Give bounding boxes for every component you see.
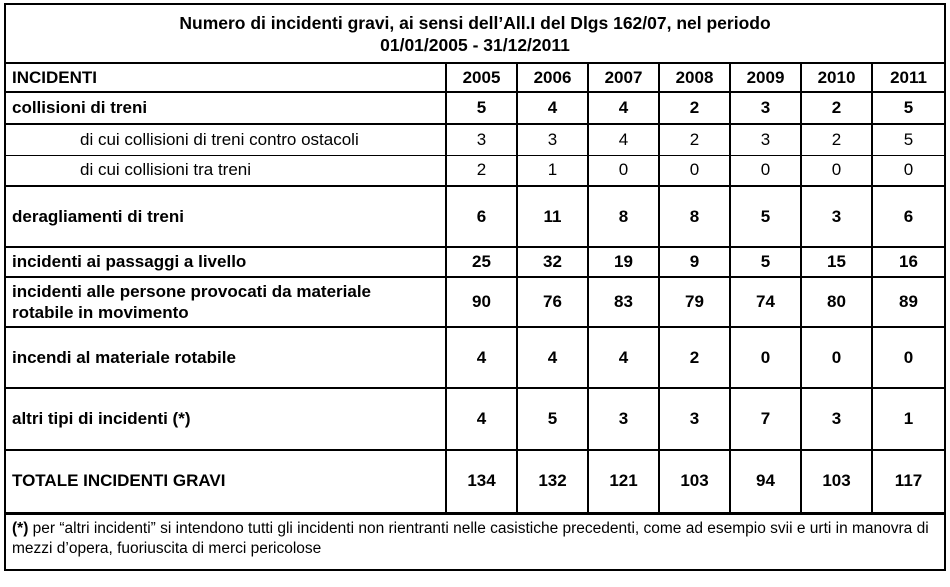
footnote-text: per “altri incidenti” si intendono tutti gli incidenti non rientranti nelle casistiche precedenti, come ad esempio svii e urti in manovra di mezzi d’opera, fuoriuscita di merci pericolose	[12, 519, 929, 557]
incident-table	[4, 3, 946, 571]
cell-value: 117	[872, 450, 945, 513]
table-row	[5, 277, 945, 327]
cell-value: 2	[801, 124, 872, 155]
header-year: 2009	[730, 63, 801, 92]
cell-value: 25	[446, 247, 517, 277]
footnote	[5, 513, 945, 570]
row-label: TOTALE INCIDENTI GRAVI	[5, 450, 446, 513]
cell-value: 3	[659, 388, 730, 450]
cell-value: 5	[446, 92, 517, 124]
cell-value: 0	[801, 327, 872, 388]
table-row	[5, 92, 945, 124]
cell-value: 103	[659, 450, 730, 513]
cell-value: 3	[730, 124, 801, 155]
incident-table-frame	[4, 3, 944, 571]
cell-value: 94	[730, 450, 801, 513]
cell-value: 3	[801, 186, 872, 247]
row-label	[5, 277, 446, 327]
cell-value: 6	[446, 186, 517, 247]
cell-value: 5	[730, 186, 801, 247]
cell-value: 83	[588, 277, 659, 327]
cell-value: 3	[517, 124, 588, 155]
cell-value: 4	[517, 92, 588, 124]
table-row	[5, 327, 945, 388]
cell-value: 3	[446, 124, 517, 155]
row-label: altri tipi di incidenti (*)	[5, 388, 446, 450]
cell-value: 0	[801, 155, 872, 186]
cell-value: 5	[730, 247, 801, 277]
cell-value: 5	[872, 124, 945, 155]
cell-value: 134	[446, 450, 517, 513]
cell-value: 103	[801, 450, 872, 513]
cell-value: 5	[872, 92, 945, 124]
header-year: 2007	[588, 63, 659, 92]
cell-value: 0	[588, 155, 659, 186]
table-row	[5, 388, 945, 450]
table-title	[5, 4, 945, 63]
row-label: collisioni di treni	[5, 92, 446, 124]
row-label-line-2: rotabile in movimento	[12, 303, 189, 322]
cell-value: 15	[801, 247, 872, 277]
table-row	[5, 124, 945, 155]
header-year: 2006	[517, 63, 588, 92]
cell-value: 32	[517, 247, 588, 277]
table-row	[5, 186, 945, 247]
cell-value: 1	[517, 155, 588, 186]
cell-value: 6	[872, 186, 945, 247]
cell-value: 2	[659, 92, 730, 124]
cell-value: 1	[872, 388, 945, 450]
table-title-line-2: 01/01/2005 - 31/12/2011	[380, 34, 570, 55]
cell-value: 3	[730, 92, 801, 124]
cell-value: 0	[730, 155, 801, 186]
cell-value: 8	[659, 186, 730, 247]
header-year: 2011	[872, 63, 945, 92]
header-year: 2005	[446, 63, 517, 92]
cell-value: 4	[446, 327, 517, 388]
row-label: di cui collisioni di treni contro ostacoli	[5, 124, 446, 155]
cell-value: 76	[517, 277, 588, 327]
cell-value: 79	[659, 277, 730, 327]
row-label: deragliamenti di treni	[5, 186, 446, 247]
footnote-marker: (*)	[12, 519, 29, 537]
cell-value: 2	[446, 155, 517, 186]
cell-value: 16	[872, 247, 945, 277]
cell-value: 89	[872, 277, 945, 327]
cell-value: 0	[730, 327, 801, 388]
cell-value: 8	[588, 186, 659, 247]
cell-value: 121	[588, 450, 659, 513]
table-row	[5, 155, 945, 186]
cell-value: 4	[588, 124, 659, 155]
cell-value: 9	[659, 247, 730, 277]
cell-value: 132	[517, 450, 588, 513]
cell-value: 4	[517, 327, 588, 388]
cell-value: 4	[588, 327, 659, 388]
cell-value: 80	[801, 277, 872, 327]
table-row	[5, 450, 945, 513]
row-label: incidenti ai passaggi a livello	[5, 247, 446, 277]
table-row	[5, 247, 945, 277]
cell-value: 2	[801, 92, 872, 124]
cell-value: 0	[659, 155, 730, 186]
header-year: 2010	[801, 63, 872, 92]
cell-value: 3	[588, 388, 659, 450]
cell-value: 19	[588, 247, 659, 277]
cell-value: 4	[446, 388, 517, 450]
header-label: INCIDENTI	[5, 63, 446, 92]
cell-value: 7	[730, 388, 801, 450]
cell-value: 0	[872, 327, 945, 388]
cell-value: 0	[872, 155, 945, 186]
cell-value: 5	[517, 388, 588, 450]
cell-value: 2	[659, 327, 730, 388]
header-row	[5, 63, 945, 92]
cell-value: 90	[446, 277, 517, 327]
cell-value: 4	[588, 92, 659, 124]
cell-value: 2	[659, 124, 730, 155]
cell-value: 11	[517, 186, 588, 247]
row-label: di cui collisioni tra treni	[5, 155, 446, 186]
header-year: 2008	[659, 63, 730, 92]
table-title-line-1: Numero di incidenti gravi, ai sensi dell’All.I del Dlgs 162/07, nel periodo	[179, 12, 771, 33]
row-label-line-1: incidenti alle persone provocati da materiale	[12, 282, 372, 301]
cell-value: 3	[801, 388, 872, 450]
cell-value: 74	[730, 277, 801, 327]
row-label: incendi al materiale rotabile	[5, 327, 446, 388]
